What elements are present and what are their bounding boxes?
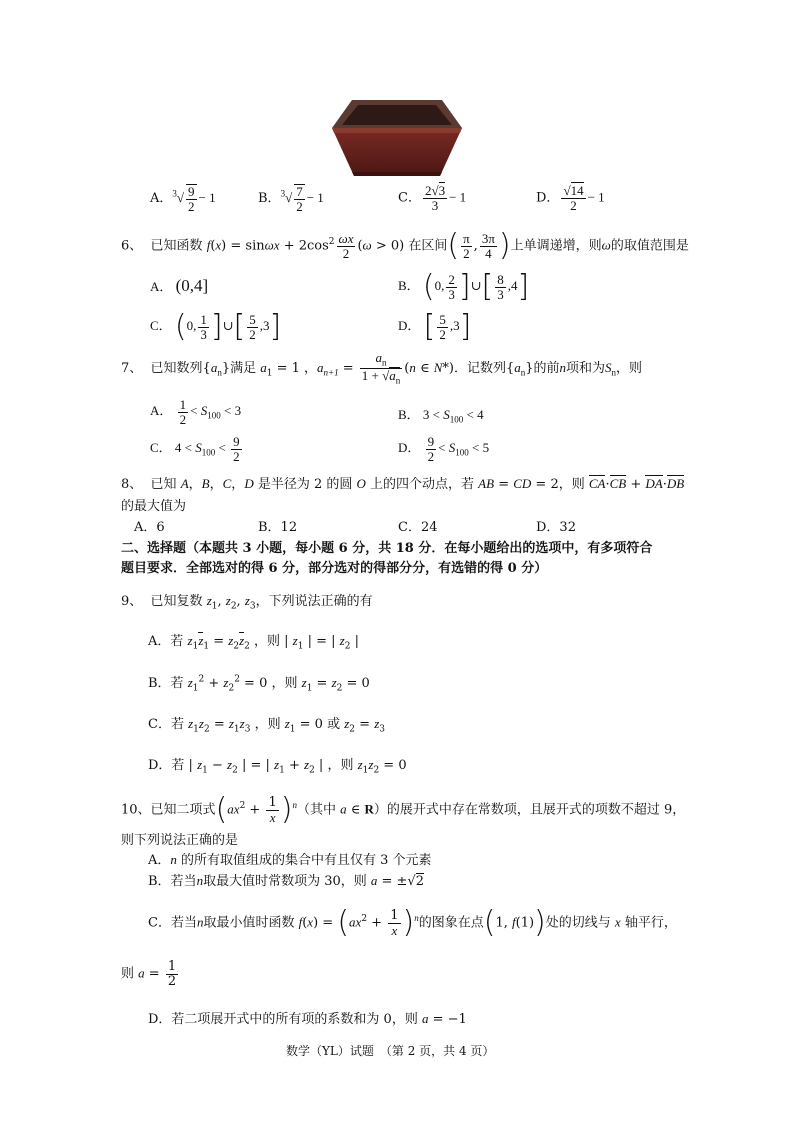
section2-heading-line1: 二、选择题（本题共 3 小题，每小题 6 分，共 18 分．在每小题给出的选项中，有多项符合 bbox=[121, 541, 653, 556]
q8-stem-line2: 的最大值为 bbox=[121, 499, 187, 514]
q7-option-c[interactable]: C． $4 < S_{100}$ < $\frac{9}{2}$ bbox=[150, 434, 240, 464]
q8-stem: 8、 已知 A，B，C，D 是半径为 2 的圆 O 上的四个动点，若 AB = CD = 2，则 CA·CB + DA·DB bbox=[121, 476, 685, 492]
q10-option-d[interactable]: D．若二项展开式中的所有项的系数和为 0，则 a = −1 bbox=[148, 1011, 467, 1027]
q7-option-a[interactable]: A． $\frac{1}{2}$ < $S_{100} < 3$ bbox=[150, 397, 242, 427]
q8-option-c[interactable]: C．24 bbox=[398, 520, 438, 535]
q10-stem: 10、已知二项式($ax^2$ + $\frac{1}{x}$ )$^n$（其中 a ∈ R）的展开式中存在常数项，且展开式的项数不超过 9， bbox=[121, 792, 686, 827]
q6-option-a[interactable]: A． (0,4] bbox=[150, 276, 209, 295]
q9-stem: 9、 已知复数 $z_1$, $z_2$, $z_3$，下列说法正确的有 bbox=[121, 593, 373, 612]
page-footer: 数学（YL）试题 （第 2 页，共 4 页） bbox=[286, 1044, 495, 1058]
q5-option-a[interactable]: A．$^3$√ $\frac{9}{2}$ − 1 bbox=[150, 184, 216, 214]
q5-option-b[interactable]: B．$^3$√ $\frac{7}{2}$ − 1 bbox=[258, 184, 324, 214]
section2-heading-line2: 题目要求．全部选对的得 6 分，部分选对的得部分分，有选错的得 0 分） bbox=[121, 561, 548, 576]
q7-option-d[interactable]: D． $\frac{9}{2}$ < $S_{100} < 5$ bbox=[398, 434, 490, 464]
q5-option-c[interactable]: C． $\frac{2√3}{3}$ − 1 bbox=[398, 183, 467, 213]
q6-stem: 6、 已知函数 $f(x) = \sin\omega x + 2\cos^2$ $\frac{\omega x}{2}$ (ω > 0) 在区间( $\frac{\pi}{2}$ , $\frac{3\pi}{4}$ )上单调递增，则ω的取值范围是 bbox=[121, 228, 689, 263]
q6-option-b[interactable]: B． (0, $\frac{2}{3}$ ]∪[ $\frac{8}{3}$ ,4] bbox=[398, 269, 530, 304]
q10-stem-line2: 则下列说法正确的是 bbox=[121, 833, 239, 848]
q10-option-c-line2: 则 a = $\frac{1}{2}$ bbox=[121, 959, 177, 989]
q9-option-d[interactable]: D．若 | $z_1 - z_2$ | = | $z_1 + z_2$ | ，则 $z_1z_2 = 0$ bbox=[148, 757, 407, 776]
q7-option-b[interactable]: B． $3 < S_{100} < 4$ bbox=[398, 407, 484, 425]
q9-option-a[interactable]: A．若 $z_1z_1 = z_2z_2$ ，则 | $z_1$ | = | $z_2$ | bbox=[148, 633, 359, 652]
wooden-bucket bbox=[328, 98, 466, 178]
q9-option-b[interactable]: B．若 $z_1^2 + z_2^2 = 0$ ，则 $z_1 = z_2 = 0$ bbox=[148, 674, 370, 694]
q8-option-b[interactable]: B．12 bbox=[258, 520, 298, 535]
q6-option-c[interactable]: C． (0, $\frac{1}{3}$ ]∪[ $\frac{5}{2}$ ,3] bbox=[150, 309, 282, 344]
q7-stem: 7、 已知数列$\{a_n\}$满足 $a_1 = 1$ ，$a_{n+1}$ = $\frac{a_n}{1 + √a_n}$ (n ∈ N*)．记数列$\{a_n\}$的前n项和为$S_n$，则 bbox=[121, 350, 643, 386]
q10-option-b[interactable]: B．若当n取最大值时常数项为 30，则 a = ±√2 bbox=[148, 873, 424, 889]
q10-option-a[interactable]: A．n 的所有取值组成的集合中有且仅有 3 个元素 bbox=[148, 852, 432, 868]
q8-option-a[interactable]: A．6 bbox=[134, 520, 165, 535]
q10-option-c[interactable]: C．若当n取最小值时函数 $f(x) = (ax^2$ + $\frac{1}{x}$ )$^n$的图象在点(1, f(1))处的切线与 x 轴平行， bbox=[148, 905, 677, 940]
q8-option-d[interactable]: D．32 bbox=[536, 520, 576, 535]
q9-option-c[interactable]: C．若 $z_1z_2 = z_1z_3$ ，则 $z_1 = 0$ 或 $z_2 = z_3$ bbox=[148, 716, 385, 735]
q6-option-d[interactable]: D． [ $\frac{5}{2}$ ,3] bbox=[398, 309, 472, 344]
q5-option-d[interactable]: D． $\frac{√14}{2}$ − 1 bbox=[536, 183, 605, 213]
